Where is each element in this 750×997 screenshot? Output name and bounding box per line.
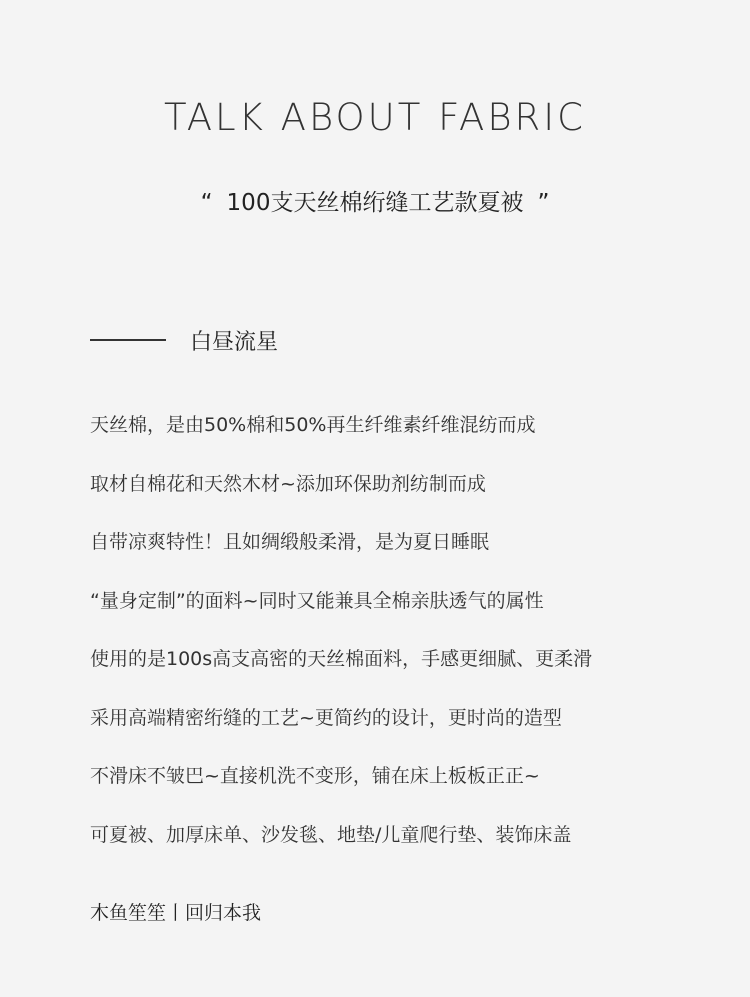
description-line: 自带凉爽特性！且如绸缎般柔滑，是为夏日睡眠 — [90, 531, 490, 553]
description-text — [90, 410, 730, 878]
product-subtitle — [0, 184, 750, 217]
description-line: “量身定制”的面料~同时又能兼具全棉亲肤透气的属性 — [90, 589, 544, 612]
close-quote: ” — [537, 190, 550, 216]
description-line: 取材自棉花和天然木材~添加环保助剂纺制而成 — [90, 472, 486, 495]
page-title: TALK ABOUT FABRIC — [163, 96, 586, 139]
section-heading: 白昼流星 — [190, 329, 279, 355]
brand-slogan: 木鱼笙笙丨回归本我 — [90, 902, 262, 924]
open-quote: “ — [200, 190, 213, 216]
subtitle-text: 100支天丝棉绗缝工艺款夏被 — [226, 190, 524, 216]
description-line: 不滑床不皱巴~直接机洗不变形，铺在床上板板正正~ — [90, 765, 540, 787]
section-divider-line — [90, 339, 166, 341]
description-line: 使用的是100s高支高密的天丝棉面料，手感更细腻、更柔滑 — [90, 648, 593, 670]
description-line: 可夏被、加厚床单、沙发毯、地垫/儿童爬行垫、装饰床盖 — [90, 823, 572, 846]
description-line: 天丝棉，是由50%棉和50%再生纤维素纤维混纺而成 — [90, 414, 536, 436]
section-header — [90, 322, 278, 358]
description-line: 采用高端精密绗缝的工艺~更简约的设计，更时尚的造型 — [90, 706, 562, 729]
